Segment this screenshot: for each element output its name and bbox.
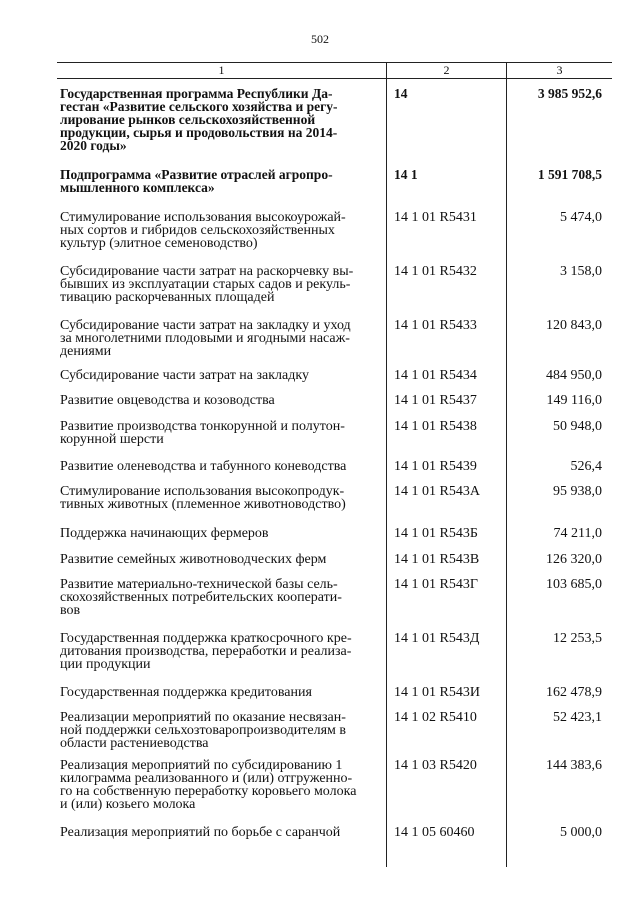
table-row [57,265,612,304]
description-line: Реализация мероприятий по субсидированию 1 [60,758,343,773]
table-row [57,632,612,671]
row-description [57,87,386,152]
row-description [57,759,386,811]
table-row [57,485,612,511]
description-line: культур (элитное семеноводство) [60,236,258,251]
table-row [57,319,612,358]
row-code: 14 1 02 R5410 [394,710,477,725]
row-description [57,686,386,699]
row-code: 14 1 01 R543Д [394,631,480,646]
row-description [57,168,386,194]
row-description [57,420,386,446]
description-line: Развитие семейных животноводческих ферм [60,552,327,567]
description-line: мышленного комплекса» [60,180,215,195]
row-code: 14 1 01 R5433 [394,318,477,333]
description-line: Государственная поддержка кредитования [60,685,312,700]
table-row [57,711,612,750]
description-line: Государственная программа Республики Да- [60,86,333,101]
description-line: дитования производства, переработки и реализа- [60,644,352,659]
description-line: Поддержка начинающих фермеров [60,526,269,541]
description-line: го на собственную переработку коровьего молока [60,784,357,799]
row-description [57,826,386,839]
table-row [57,578,612,617]
table-row [57,168,612,194]
description-line: бывших из эксплуатации старых садов и рекуль- [60,277,351,292]
table-header [57,62,612,79]
description-line: Развитие производства тонкорунной и полутон- [60,419,345,434]
description-line: корунной шерсти [60,432,164,447]
row-description [57,394,386,407]
row-amount: 3 158,0 [560,264,602,279]
row-amount: 484 950,0 [546,368,602,383]
description-line: вов [60,603,81,618]
description-line: ной поддержки сельхозтоваропроизводителям в [60,723,347,738]
row-code: 14 1 01 R543Г [394,577,478,592]
description-line: гестан «Развитие сельского хозяйства и регу- [60,99,338,114]
description-line: Стимулирование использования высокопродук- [60,484,345,499]
row-amount: 526,4 [570,459,602,474]
description-line: лирование рынков сельскохозяйственной [60,112,316,127]
row-amount: 3 985 952,6 [537,86,602,101]
row-amount: 52 423,1 [553,710,602,725]
row-description [57,553,386,566]
description-line: Субсидирование части затрат на раскорчевку вы- [60,264,354,279]
table-body [57,79,612,867]
row-code: 14 1 01 R5439 [394,459,477,474]
row-description [57,485,386,511]
row-code: 14 1 01 R5432 [394,264,477,279]
row-amount: 50 948,0 [553,419,602,434]
table-row [57,369,612,382]
description-line: Развитие материально-технической базы сель- [60,577,338,592]
row-amount: 126 320,0 [546,552,602,567]
table-row [57,420,612,446]
description-line: Подпрограмма «Развитие отраслей агропро- [60,167,333,182]
description-line: скохозяйственных потребительских кооперати- [60,590,342,605]
page-number: 502 [311,32,329,46]
description-line: тивных животных (племенное животноводство) [60,497,346,512]
description-line: ных сортов и гибридов сельскохозяйственных [60,223,335,238]
row-code: 14 1 01 R543В [394,552,480,567]
row-amount: 162 478,9 [546,685,602,700]
description-line: продукции, сырья и продовольствия на 2014- [60,125,338,140]
table-row [57,211,612,250]
description-line: Развитие оленеводства и табунного коневодства [60,459,347,474]
table-row [57,527,612,540]
row-code: 14 1 01 R543И [394,685,480,700]
row-code: 14 1 05 60460 [394,825,475,840]
row-description [57,578,386,617]
row-amount: 103 685,0 [546,577,602,592]
description-line: Реализация мероприятий по борьбе с саранчой [60,825,341,840]
row-amount: 12 253,5 [553,631,602,646]
budget-table [57,62,612,867]
row-amount: 95 938,0 [553,484,602,499]
description-line: Государственная поддержка краткосрочного кре- [60,631,352,646]
row-description [57,460,386,473]
row-code: 14 1 01 R5437 [394,393,477,408]
row-description [57,632,386,671]
row-amount: 74 211,0 [553,526,602,541]
row-amount: 120 843,0 [546,318,602,333]
row-amount: 149 116,0 [546,393,602,408]
row-description [57,265,386,304]
description-line: и (или) козьего молока [60,797,196,812]
column-header-2: 2 [386,63,506,78]
table-row [57,826,612,839]
row-description [57,319,386,358]
column-header-3: 3 [506,63,612,78]
description-line: тивацию раскорчеванных площадей [60,290,275,305]
table-row [57,686,612,699]
description-line: области растениеводства [60,736,209,751]
row-amount: 144 383,6 [546,758,602,773]
row-code: 14 1 03 R5420 [394,758,477,773]
description-line: 2020 годы» [60,138,127,153]
row-description [57,711,386,750]
row-code: 14 1 01 R5431 [394,210,477,225]
row-code: 14 1 01 R543Б [394,526,478,541]
description-line: Стимулирование использования высокоурожай- [60,210,346,225]
description-line: за многолетними плодовыми и ягодными насаж- [60,331,350,346]
row-amount: 5 474,0 [560,210,602,225]
row-amount: 1 591 708,5 [537,167,602,182]
row-code: 14 1 [394,167,418,182]
row-code: 14 1 01 R543А [394,484,480,499]
table-row [57,394,612,407]
table-row [57,553,612,566]
row-code: 14 1 01 R5434 [394,368,477,383]
row-code: 14 1 01 R5438 [394,419,477,434]
table-row [57,87,612,152]
table-row [57,759,612,811]
description-line: Развитие овцеводства и козоводства [60,393,275,408]
table-row [57,460,612,473]
description-line: килограмма реализованного и (или) отгруженно- [60,771,353,786]
row-description [57,211,386,250]
description-line: ции продукции [60,657,151,672]
description-line: Субсидирование части затрат на закладку и уход [60,318,351,333]
row-code: 14 [394,86,408,101]
row-description [57,527,386,540]
description-line: Реализации мероприятий по оказание несвязан- [60,710,346,725]
column-header-1: 1 [218,63,225,77]
description-line: Субсидирование части затрат на закладку [60,368,309,383]
row-description [57,369,386,382]
row-amount: 5 000,0 [560,825,602,840]
description-line: дениями [60,344,112,359]
